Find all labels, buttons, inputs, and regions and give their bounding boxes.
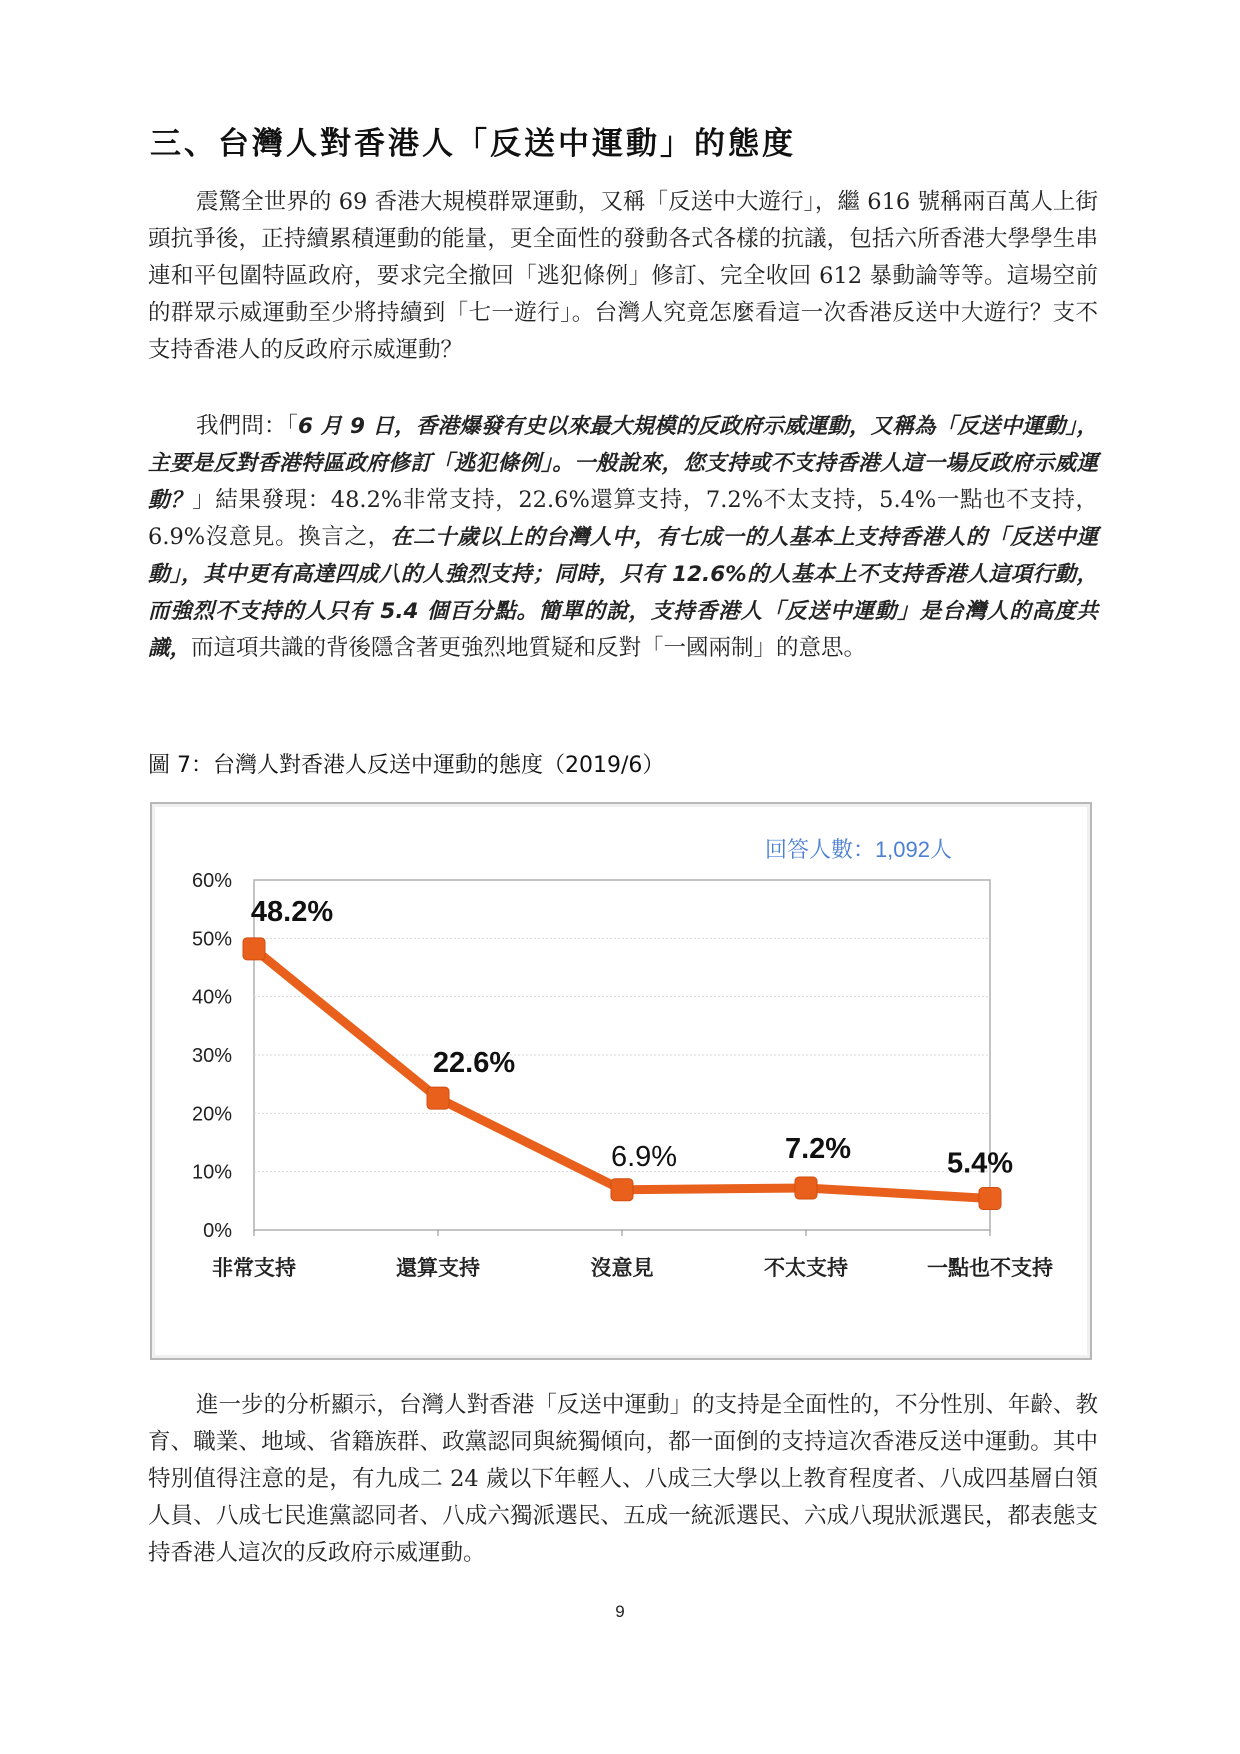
data-point	[427, 1087, 449, 1109]
x-tick-label: 還算支持	[396, 1257, 480, 1280]
y-tick-label: 10%	[191, 1161, 232, 1184]
respondent-count: 回答人數：1,092人	[764, 837, 952, 862]
x-tick-label: 一點也不支持	[927, 1257, 1053, 1280]
survey-conclusion: 在二十歲以上的台灣人中，有七成一的人基本上支持香港人的「反送中運動」，其中更有高達四成八的人強烈支持；同時，只有 12.6%的人基本上不支持香港人這項行動，而強烈不支持的人只有 5.4 個百分點。簡單的說，支持香港人「反送中運動」是台灣人的高度共識，	[148, 525, 1098, 661]
data-point	[243, 938, 265, 960]
question-lead: 我們問：「	[196, 413, 299, 439]
data-label: 6.9%	[610, 1140, 678, 1173]
chart-frame	[150, 802, 1092, 1360]
y-tick-label: 40%	[191, 986, 232, 1009]
y-tick-label: 20%	[191, 1103, 232, 1126]
survey-results: 」結果發現：48.2%非常支持，22.6%還算支持，7.2%不太支持，5.4%一點也不支持，6.9%沒意見。換言之，	[148, 487, 1098, 550]
y-tick-label: 30%	[191, 1045, 232, 1067]
x-tick-label: 非常支持	[212, 1257, 296, 1280]
data-label: 7.2%	[784, 1133, 852, 1165]
data-label: 48.2%	[250, 895, 334, 928]
data-label: 22.6%	[432, 1047, 516, 1080]
y-tick-label: 60%	[191, 870, 232, 892]
page-number: 9	[615, 1602, 625, 1621]
data-point	[611, 1179, 633, 1201]
line-chart	[152, 804, 1090, 1358]
x-tick-label: 不太支持	[764, 1257, 848, 1280]
paragraph-survey-question	[148, 408, 1098, 667]
data-point	[795, 1177, 817, 1199]
data-label: 5.4%	[946, 1147, 1014, 1180]
paragraph-analysis: 進一步的分析顯示，台灣人對香港「反送中運動」的支持是全面性的，不分性別、年齡、教育、職業、地域、省籍族群、政黨認同與統獨傾向，都一面倒的支持這次香港反送中運動。其中特別值得注意的是，有九成二 24 歲以下年輕人、八成三大學以上教育程度者、八成四基層白領人員、八成七民進黨認同者、八成六獨派選民、五成一統派選民、六成八現狀派選民，都表態支持香港人這次的反政府示威運動。	[148, 1392, 1098, 1566]
data-point	[979, 1188, 1001, 1210]
x-tick-label: 沒意見	[590, 1257, 654, 1280]
question-text: 6 月 9 日，香港爆發有史以來最大規模的反政府示威運動，又稱為「反送中運動」，主要是反對香港特區政府修訂「逃犯條例」。一般說來，您支持或不支持香港人這一場反政府示威運動？	[148, 414, 1098, 513]
conclusion-tail: 而這項共識的背後隱含著更強烈地質疑和反對「一國兩制」的意思。	[191, 635, 867, 661]
y-tick-label: 0%	[203, 1220, 232, 1242]
y-tick-label: 50%	[191, 928, 232, 951]
section-title: 三、台灣人對香港人「反送中運動」的態度	[150, 126, 796, 162]
figure-caption: 圖 7：台灣人對香港人反送中運動的態度（2019/6）	[148, 753, 665, 778]
paragraph-intro: 震驚全世界的 69 香港大規模群眾運動，又稱「反送中大遊行」，繼 616 號稱兩百萬人上街頭抗爭後，正持續累積運動的能量，更全面性的發動各式各樣的抗議，包括六所香港大學學生串連和平包圍特區政府，要求完全撤回「逃犯條例」修訂、完全收回 612 暴動論等等。這場空前的群眾示威運動至少將持續到「七一遊行」。台灣人究竟怎麼看這一次香港反送中大遊行？支不支持香港人的反政府示威運動？	[148, 189, 1098, 363]
